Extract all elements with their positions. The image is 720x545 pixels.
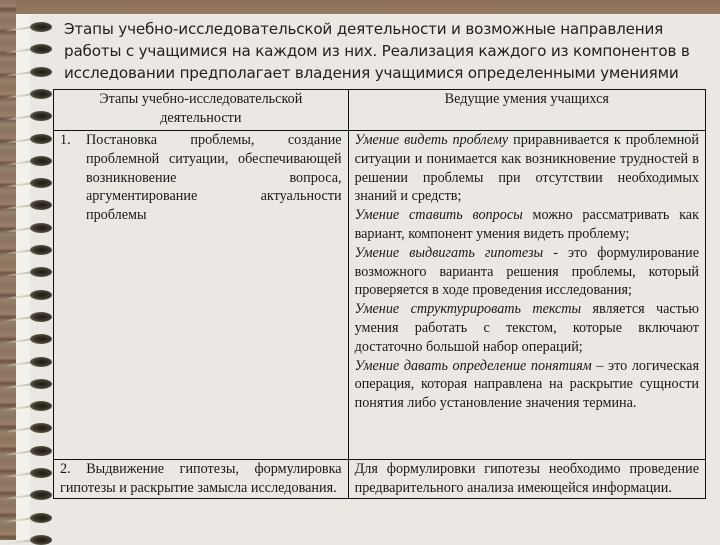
stage-number: 1. — [60, 132, 71, 148]
top-bar — [0, 0, 720, 14]
skill-description: можно рассматривать как вариант, компонент умения видеть проблему; — [354, 207, 699, 242]
skill-description: приравнивается к проблемной ситуации и понимается как возникновение трудностей в решении проблемы при отсутствии необходимых знаний и средств; — [354, 132, 699, 205]
spiral-ring-icon — [30, 22, 52, 32]
spiral-ring-icon — [30, 223, 52, 233]
skill-item — [355, 206, 699, 244]
header-stages: Этапы учебно-исследовательской деятельности — [54, 90, 349, 131]
stage-text: Постановка проблемы, создание проблемной ситуации, обеспечивающей возникновение вопроса, аргументирование актуальности проблемы — [86, 132, 342, 224]
skill-description: – это логическая операция, которая направлена на раскрытие сущности понятия либо установление значения термина. — [354, 357, 699, 412]
spiral-ring-icon — [30, 67, 52, 77]
stages-table — [53, 89, 706, 499]
slide-title: Этапы учебно-исследовательской деятельности и возможные направления работы с учащимися на каждом из них. Реализация каждого из компонентов в исследовании предполагает владения учащимися определенными умениями — [64, 20, 690, 82]
skill-description: - это формулирование возможного варианта решения проблемы, который проверяется в ходе проведения исследования; — [354, 244, 699, 299]
spiral-ring-icon — [30, 513, 52, 523]
skill-term: Умение видеть проблему — [354, 132, 509, 148]
spiral-ring-icon — [30, 134, 52, 144]
spiral-ring-icon — [30, 245, 52, 255]
spiral-ring-icon — [30, 290, 52, 300]
skill-item — [355, 357, 699, 413]
stage-cell-1 — [54, 131, 349, 460]
header-skills: Ведущие умения учащихся — [348, 90, 705, 131]
skill-term: Умение структурировать тексты — [354, 301, 582, 318]
skill-description: является частью умения работать с текстом, которые включают достаточно большой набор операций; — [354, 301, 699, 355]
skill-item — [355, 244, 699, 300]
table-row — [54, 460, 706, 499]
table-row — [54, 131, 706, 460]
table-header-row — [54, 90, 706, 131]
spiral-ring-icon — [30, 89, 52, 99]
skills-cell-2: Для формулировки гипотезы необходимо проведение предварительного анализа имеющейся информации. — [348, 460, 705, 499]
spiral-ring-icon — [30, 379, 52, 389]
stage-cell-2: 2. Выдвижение гипотезы, формулировка гипотезы и раскрытие замысла исследования. — [54, 460, 349, 499]
spiral-ring-icon — [30, 357, 52, 367]
spiral-ring-icon — [30, 156, 52, 166]
skill-term: Умение давать определение понятиям — [354, 357, 592, 374]
skills-cell-1 — [348, 131, 705, 460]
skill-term: Умение ставить вопросы — [354, 207, 523, 224]
spiral-ring-icon — [30, 446, 52, 456]
spiral-ring-icon — [30, 312, 52, 322]
spiral-ring-icon — [30, 468, 52, 478]
wood-background-strip — [0, 0, 16, 540]
skill-item — [355, 300, 699, 356]
skill-term: Умение выдвигать гипотезы — [354, 244, 544, 261]
skill-item — [355, 131, 699, 206]
